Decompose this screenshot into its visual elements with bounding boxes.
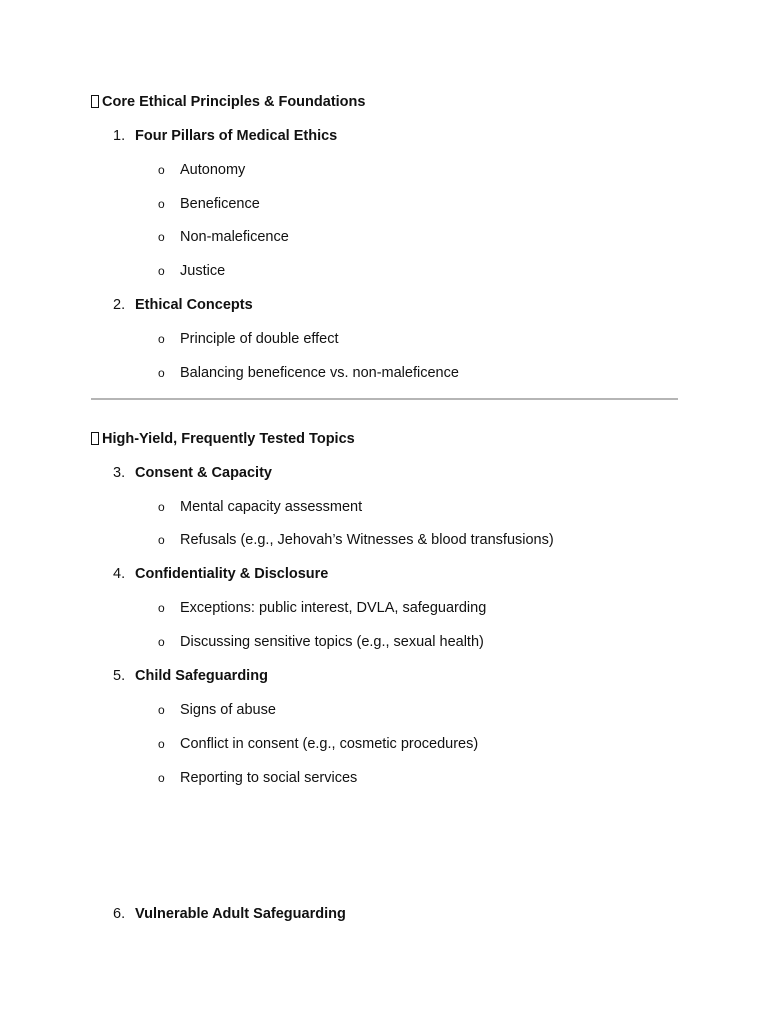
- sub-item-label: Conflict in consent (e.g., cosmetic procedures): [180, 736, 479, 752]
- sub-item-refusals: [158, 532, 554, 548]
- sub-item-label: Signs of abuse: [180, 702, 276, 718]
- bullet-icon: o: [158, 197, 165, 211]
- list-item-four-pillars: [113, 128, 337, 144]
- sub-item-label: Beneficence: [180, 196, 260, 212]
- sub-item-signs-of-abuse: [158, 702, 276, 718]
- sub-item-justice: [158, 263, 225, 279]
- bullet-icon: o: [158, 163, 165, 177]
- list-item-label: Four Pillars of Medical Ethics: [135, 128, 338, 144]
- bullet-icon: o: [158, 500, 165, 514]
- sub-item-label: Balancing beneficence vs. non-maleficence: [180, 365, 459, 381]
- sub-item-double-effect: [158, 331, 339, 347]
- sub-item-label: Exceptions: public interest, DVLA, safeguarding: [180, 600, 487, 616]
- section-heading-core-ethics: [91, 94, 365, 110]
- list-number: 1.: [113, 128, 126, 144]
- list-item-child-safeguarding: [113, 668, 268, 684]
- sub-item-label: Non-maleficence: [180, 229, 289, 245]
- list-number: 4.: [113, 566, 126, 582]
- bullet-icon: o: [158, 771, 165, 785]
- sub-item-non-maleficence: [158, 229, 289, 245]
- bullet-icon: o: [158, 366, 165, 380]
- missing-glyph-icon: [91, 95, 99, 108]
- sub-item-exceptions: [158, 600, 486, 616]
- list-item-consent-capacity: [113, 465, 272, 481]
- list-item-ethical-concepts: [113, 297, 253, 313]
- bullet-icon: o: [158, 703, 165, 717]
- sub-item-label: Principle of double effect: [180, 331, 339, 347]
- section-heading-text: High-Yield, Frequently Tested Topics: [102, 431, 355, 447]
- sub-item-label: Reporting to social services: [180, 770, 358, 786]
- bullet-icon: o: [158, 230, 165, 244]
- bullet-icon: o: [158, 635, 165, 649]
- list-item-label: Consent & Capacity: [135, 465, 272, 481]
- sub-item-sensitive-topics: [158, 634, 484, 650]
- sub-item-conflict-consent: [158, 736, 478, 752]
- sub-item-label: Discussing sensitive topics (e.g., sexual health): [180, 634, 484, 650]
- missing-glyph-icon: [91, 432, 99, 445]
- bullet-icon: o: [158, 737, 165, 751]
- list-number: 3.: [113, 465, 126, 481]
- list-item-label: Confidentiality & Disclosure: [135, 566, 329, 582]
- list-number: 6.: [113, 906, 126, 922]
- list-number: 2.: [113, 297, 126, 313]
- section-heading-text: Core Ethical Principles & Foundations: [102, 94, 366, 110]
- list-number: 5.: [113, 668, 126, 684]
- list-item-label: Ethical Concepts: [135, 297, 253, 313]
- list-item-label: Vulnerable Adult Safeguarding: [135, 906, 346, 922]
- bullet-icon: o: [158, 264, 165, 278]
- sub-item-beneficence: [158, 196, 260, 212]
- bullet-icon: o: [158, 601, 165, 615]
- sub-item-label: Autonomy: [180, 162, 246, 178]
- sub-item-label: Refusals (e.g., Jehovah’s Witnesses & blood transfusions): [180, 532, 554, 548]
- list-item-vulnerable-adult: [113, 906, 346, 922]
- sub-item-mental-capacity: [158, 499, 362, 515]
- sub-item-label: Mental capacity assessment: [180, 499, 363, 515]
- list-item-label: Child Safeguarding: [135, 668, 268, 684]
- sub-item-autonomy: [158, 162, 245, 178]
- sub-item-balancing: [158, 365, 459, 381]
- section-heading-high-yield: [91, 431, 355, 447]
- sub-item-label: Justice: [180, 263, 226, 279]
- list-item-confidentiality: [113, 566, 328, 582]
- horizontal-divider: [91, 398, 678, 400]
- bullet-icon: o: [158, 533, 165, 547]
- bullet-icon: o: [158, 332, 165, 346]
- sub-item-reporting: [158, 770, 357, 786]
